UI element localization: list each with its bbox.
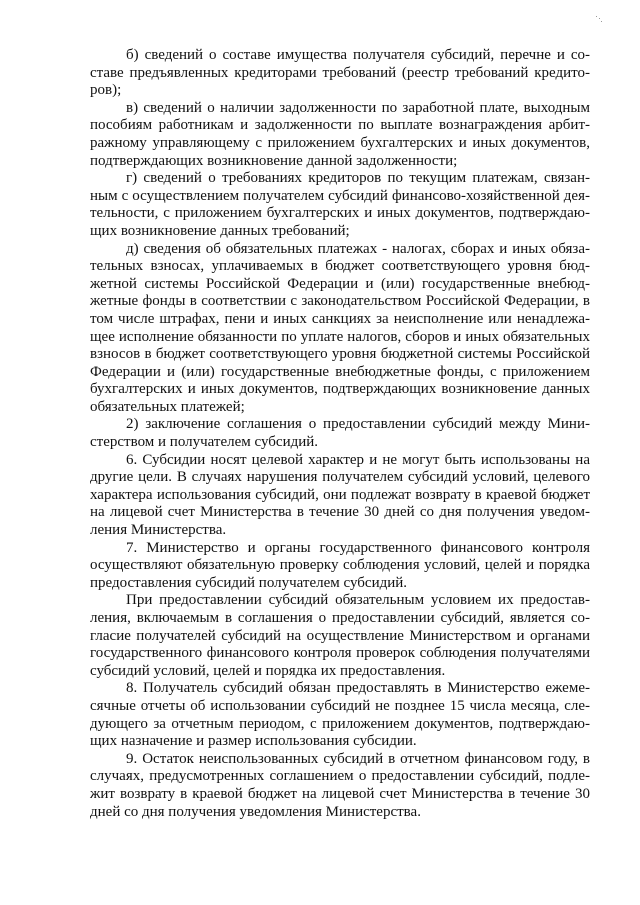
paragraph-9: 9. Остаток неиспользованных субсидий в отчетном финансовом году, в случаях, предусмотренных соглашением о предоставлении субсидий, подлежит возврату в краевой бюджет на лицевой счет Министерства в течение 30 дней со дня получения уведомления Министерства. <box>90 750 590 820</box>
paragraph-b: б) сведений о составе имущества получателя субсидий, перечне и составе предъявленных кредиторами требований (реестр требований кредиторов); <box>90 47 590 99</box>
paragraph-7: 7. Министерство и органы государственного финансового контроля осуществляют обязательную проверку соблюдения условий, целей и порядка предоставления субсидий получателем субсидий. <box>90 539 590 591</box>
paragraph-g: г) сведений о требованиях кредиторов по текущим платежам, связанным с осуществлением получателем субсидий финансово-хозяйственной деятельности, с приложением бухгалтерских и иных документов, подтверждающих возникновение данных требований; <box>90 170 590 239</box>
paragraph-2: 2) заключение соглашения о предоставлении субсидий между Министерством и получателем субсидий. <box>90 416 590 451</box>
paragraph-7-condition: При предоставлении субсидий обязательным условием их предоставления, включаемым в соглашения о предоставлении субсидий, является согласие получателей субсидий на осуществление Министерством и органами государственного финансового контроля проверок соблюдения получателями субсидий условий, целей и порядка их предоставления. <box>90 592 590 679</box>
paragraph-8: 8. Получатель субсидий обязан предоставлять в Министерство ежемесячные отчеты об использовании субсидий не позднее 15 числа месяца, следующего за отчетным периодом, с приложением документов, подтверждающих назначение и размер использования субсидии. <box>90 680 590 750</box>
paragraph-v: в) сведений о наличии задолженности по заработной плате, выходным пособиям работникам и задолженности по выплате вознаграждения арбитражному управляющему с приложением бухгалтерских и иных документов, подтверждающих возникновение данной задолженности; <box>90 99 590 169</box>
paragraph-d: д) сведения об обязательных платежах - налогах, сборах и иных обязательных взносах, уплачиваемых в бюджет соответствующего уровня бюджетной системы Российской Федерации и (или) государственные внебюджетные фонды в соответствии с законодательством Российской Федерации, в том числе штрафах, пени и иных санкциях за неисполнение или ненадлежащее исполнение обязанности по уплате налогов, сборов и иных обязательных взносов в бюджет соответствующего уровня бюджетной системы Российской Федерации и (или) государственные внебюджетные фонды, с приложением бухгалтерских и иных документов, подтверждающих возникновение данных обязательных платежей; <box>90 240 590 415</box>
document-body <box>90 47 590 821</box>
paragraph-6: 6. Субсидии носят целевой характер и не могут быть использованы на другие цели. В случаях нарушения получателем субсидий условий, целевого характера использования субсидий, они подлежат возврату в краевой бюджет на лицевой счет Министерства в течение 30 дней со дня получения уведомления Министерства. <box>90 451 590 539</box>
scan-speck <box>596 16 602 22</box>
